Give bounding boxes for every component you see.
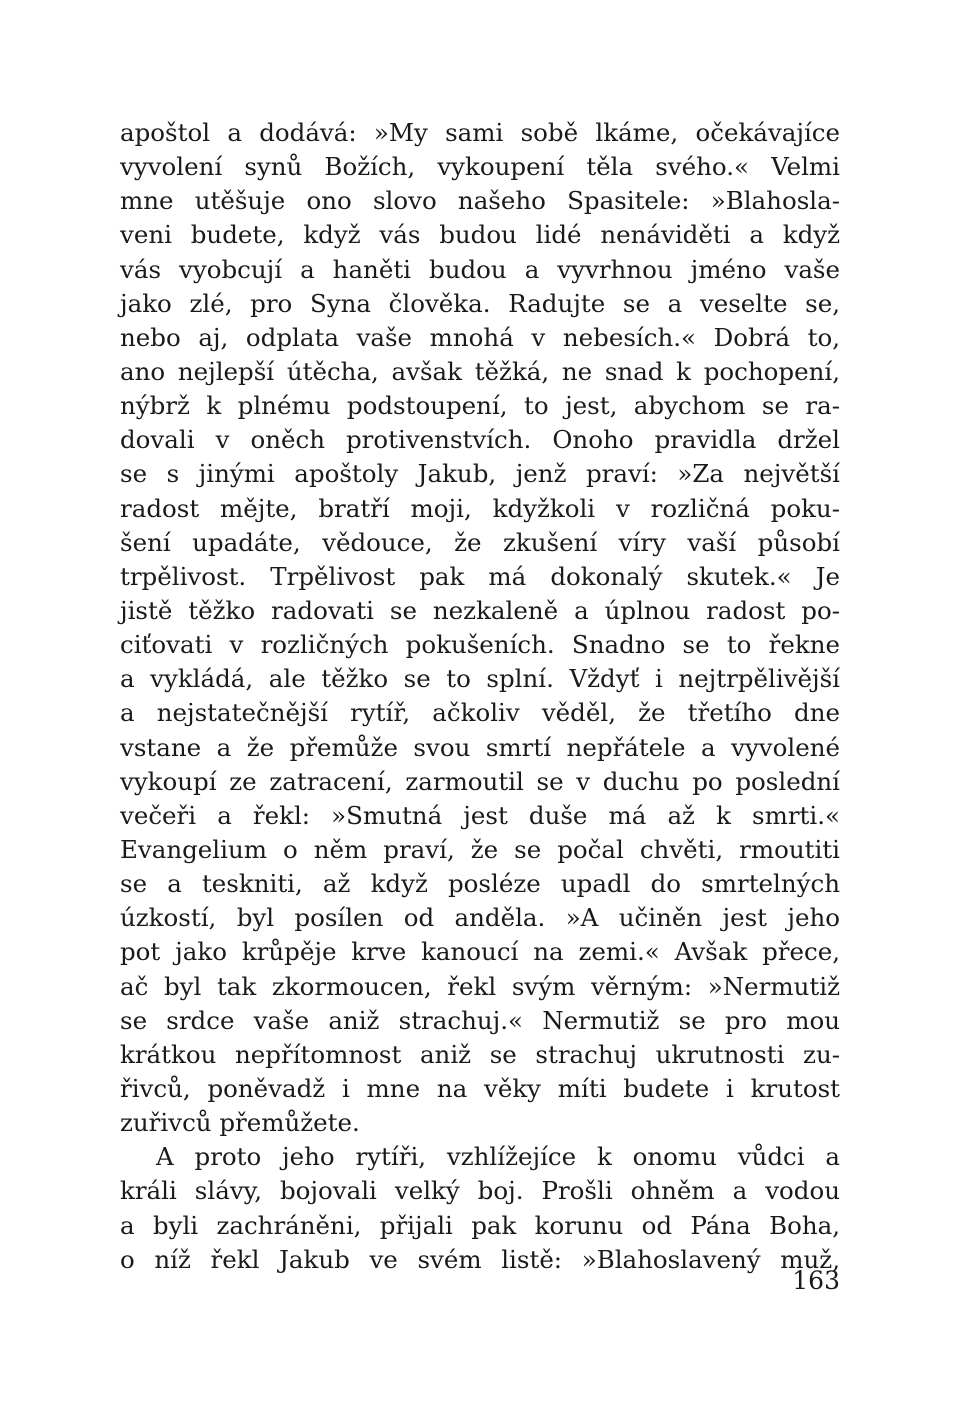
text-line: nebo aj, odplata vaše mnohá v nebesích.« Dobrá to, [120, 322, 840, 352]
text-line: dovali v oněch protivenstvích. Onoho pravidla držel [120, 425, 840, 455]
text-line: krátkou nepřítomnost aniž se strachuj ukrutnosti zu- [120, 1039, 840, 1069]
text-line: a nejstatečnější rytíř, ačkoliv věděl, že třetího dne [120, 698, 840, 728]
text-line: ciťovati v rozličných pokušeních. Snadno se to řekne [120, 630, 840, 660]
text-line: ano nejlepší útěcha, avšak těžká, ne snad k pochopení, [120, 356, 840, 386]
text-line: jistě těžko radovati se nezkaleně a úplnou radost po- [120, 595, 840, 625]
paragraph-end-line: zuřivců přemůžete. [120, 1108, 360, 1138]
text-line: nýbrž k plnému podstoupení, to jest, abychom se ra- [120, 391, 840, 421]
text-line: králi slávy, bojovali velký boj. Prošli ohněm a vodou [120, 1176, 840, 1206]
text-line: vyvolení synů Božích, vykoupení těla svého.« Velmi [120, 152, 840, 182]
text-line: ač byl tak zkormoucen, řekl svým věrným: »Nermutiž [120, 971, 840, 1001]
text-line: večeři a řekl: »Smutná jest duše má až k smrti.« [120, 800, 840, 830]
text-line: radost mějte, bratří moji, kdyžkoli v rozličná poku- [120, 493, 840, 523]
text-line: o níž řekl Jakub ve svém listě: »Blahoslavený muž, [120, 1244, 840, 1274]
text-line: mne utěšuje ono slovo našeho Spasitele: »Blahosla- [120, 186, 840, 216]
text-line: Evangelium o něm praví, že se počal chvěti, rmoutiti [120, 834, 840, 864]
text-line: a vykládá, ale těžko se to splní. Vždyť i nejtrpělivější [120, 664, 840, 694]
text-line: úzkostí, byl posílen od anděla. »A učiněn jest jeho [120, 903, 840, 933]
text-line: vás vyobcují a haněti budou a vyvrhnou jméno vaše [120, 254, 840, 284]
text-line: vstane a že přemůže svou smrtí nepřátele a vyvolené [120, 732, 840, 762]
text-line: trpělivost. Trpělivost pak má dokonalý skutek.« Je [120, 561, 840, 591]
text-line: se s jinými apoštoly Jakub, jenž praví: »Za největší [120, 459, 840, 489]
paragraph-start-line: A proto jeho rytíři, vzhlížejíce k onomu vůdci a [156, 1142, 840, 1172]
text-line: apoštol a dodává: »My sami sobě lkáme, očekávajíce [120, 118, 840, 147]
page-number: 163 [792, 1266, 840, 1295]
text-line: vykoupí ze zatracení, zarmoutil se v duchu po poslední [120, 766, 840, 796]
body-text [120, 116, 840, 1277]
text-line: veni budete, když vás budou lidé nenáviděti a když [120, 220, 840, 250]
text-line: jako zlé, pro Syna člověka. Radujte se a veselte se, [120, 288, 840, 318]
text-line: řivců, poněvadž i mne na věky míti budete i krutost [120, 1073, 840, 1103]
text-line: pot jako krůpěje krve kanoucí na zemi.« Avšak přece, [120, 937, 840, 967]
text-line: se srdce vaše aniž strachuj.« Nermutiž se pro mou [120, 1005, 840, 1035]
text-line: se a teskniti, až když posléze upadl do smrtelných [120, 869, 840, 899]
text-line: šení upadáte, vědouce, že zkušení víry vaší působí [120, 527, 840, 557]
text-line: a byli zachráněni, přijali pak korunu od Pána Boha, [120, 1210, 840, 1240]
